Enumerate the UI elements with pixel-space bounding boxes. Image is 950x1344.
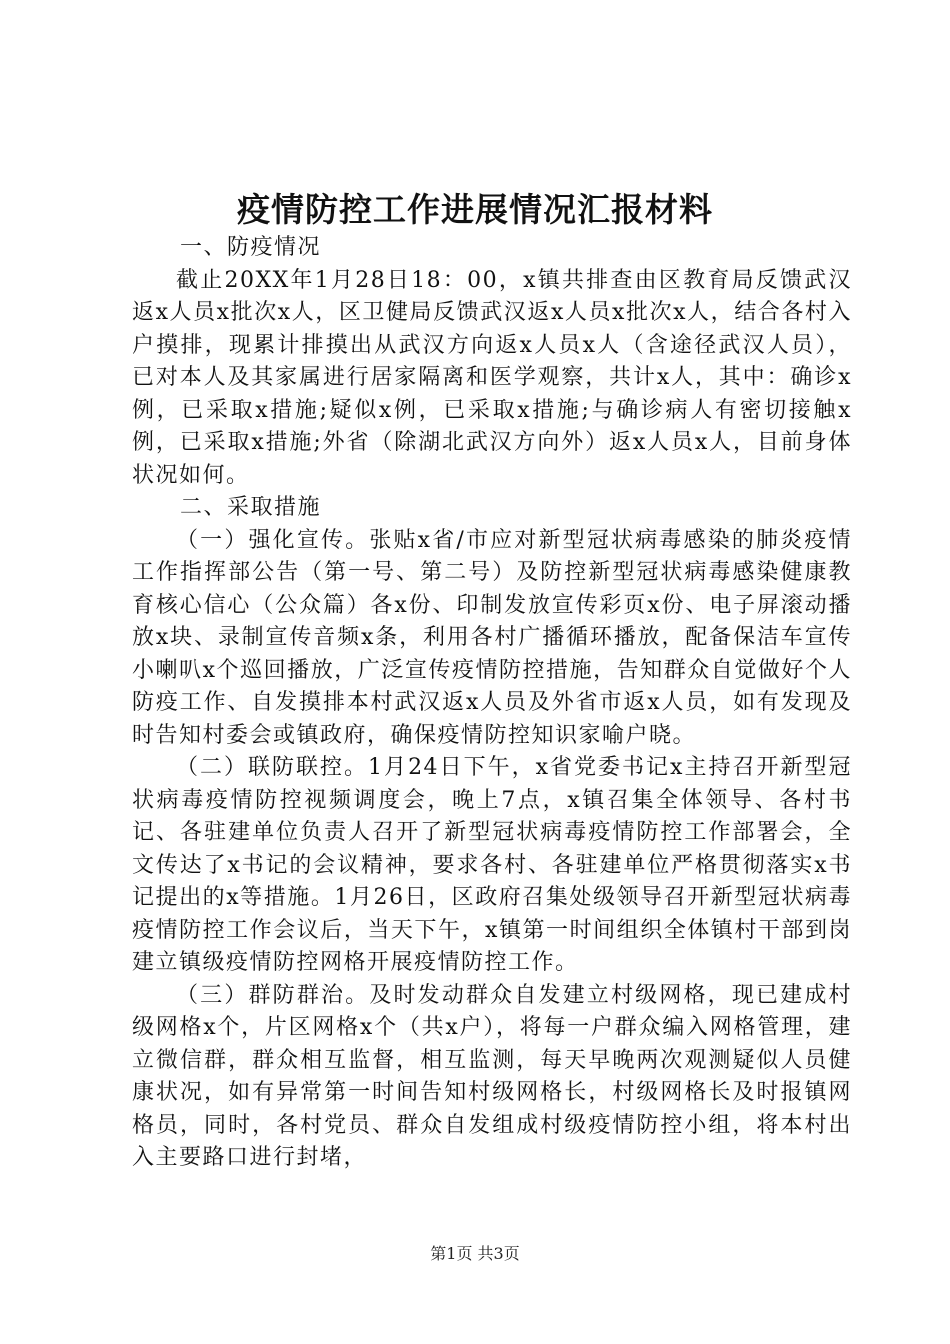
section-heading-epidemic-status: 一、防疫情况	[180, 235, 322, 260]
document-title: 疫情防控工作进展情况汇报材料	[237, 190, 713, 229]
document-body	[132, 232, 852, 1175]
page-number-footer: 第1页 共3页	[430, 1244, 520, 1263]
paragraph-epidemic-status: 截止20XX年1月28日18：00，x镇共排查由区教育局反馈武汉返x人员x批次x人，区卫健局反馈武汉返x人员x批次x人，结合各村入户摸排，现累计排摸出从武汉方向返x人员x人（含途径武汉人员），已对本人及其家属进行居家隔离和医学观察，共计x人，其中：确诊x例，已采取x措施;疑似x例，已采取x措施;与确诊病人有密切接触x例，已采取x措施;外省（除湖北武汉方向外）返x人员x人，目前身体状况如何。	[132, 267, 852, 488]
section-heading-measures: 二、采取措施	[180, 495, 322, 520]
paragraph-mass-prevention: （三）群防群治。及时发动群众自发建立村级网格，现已建成村级网格x个，片区网格x个（共x户），将每一户群众编入网格管理，建立微信群，群众相互监督，相互监测，每天早晚两次观测疑似人员健康状况，如有异常第一时间告知村级网格长，村级网格长及时报镇网格员，同时，各村党员、群众自发组成村级疫情防控小组，将本村出入主要路口进行封堵，	[132, 982, 852, 1170]
paragraph-publicity: （一）强化宣传。张贴x省/市应对新型冠状病毒感染的肺炎疫情工作指挥部公告（第一号、第二号）及防控新型冠状病毒感染健康教育核心信心（公众篇）各x份、印制发放宣传彩页x份、电子屏滚动播放x块、录制宣传音频x条，利用各村广播循环播放，配备保洁车宣传小喇叭x个巡回播放，广泛宣传疫情防控措施，告知群众自觉做好个人防疫工作、自发摸排本村武汉返x人员及外省市返x人员，如有发现及时告知村委会或镇政府，确保疫情防控知识家喻户晓。	[132, 527, 852, 748]
paragraph-joint-control: （二）联防联控。1月24日下午，x省党委书记x主持召开新型冠状病毒疫情防控视频调度会，晚上7点，x镇召集全体领导、各村书记、各驻建单位负责人召开了新型冠状病毒疫情防控工作部署会，全文传达了x书记的会议精神，要求各村、各驻建单位严格贯彻落实x书记提出的x等措施。1月26日，区政府召集处级领导召开新型冠状病毒疫情防控工作会议后，当天下午，x镇第一时间组织全体镇村干部到岗建立镇级疫情防控网格开展疫情防控工作。	[132, 755, 852, 975]
